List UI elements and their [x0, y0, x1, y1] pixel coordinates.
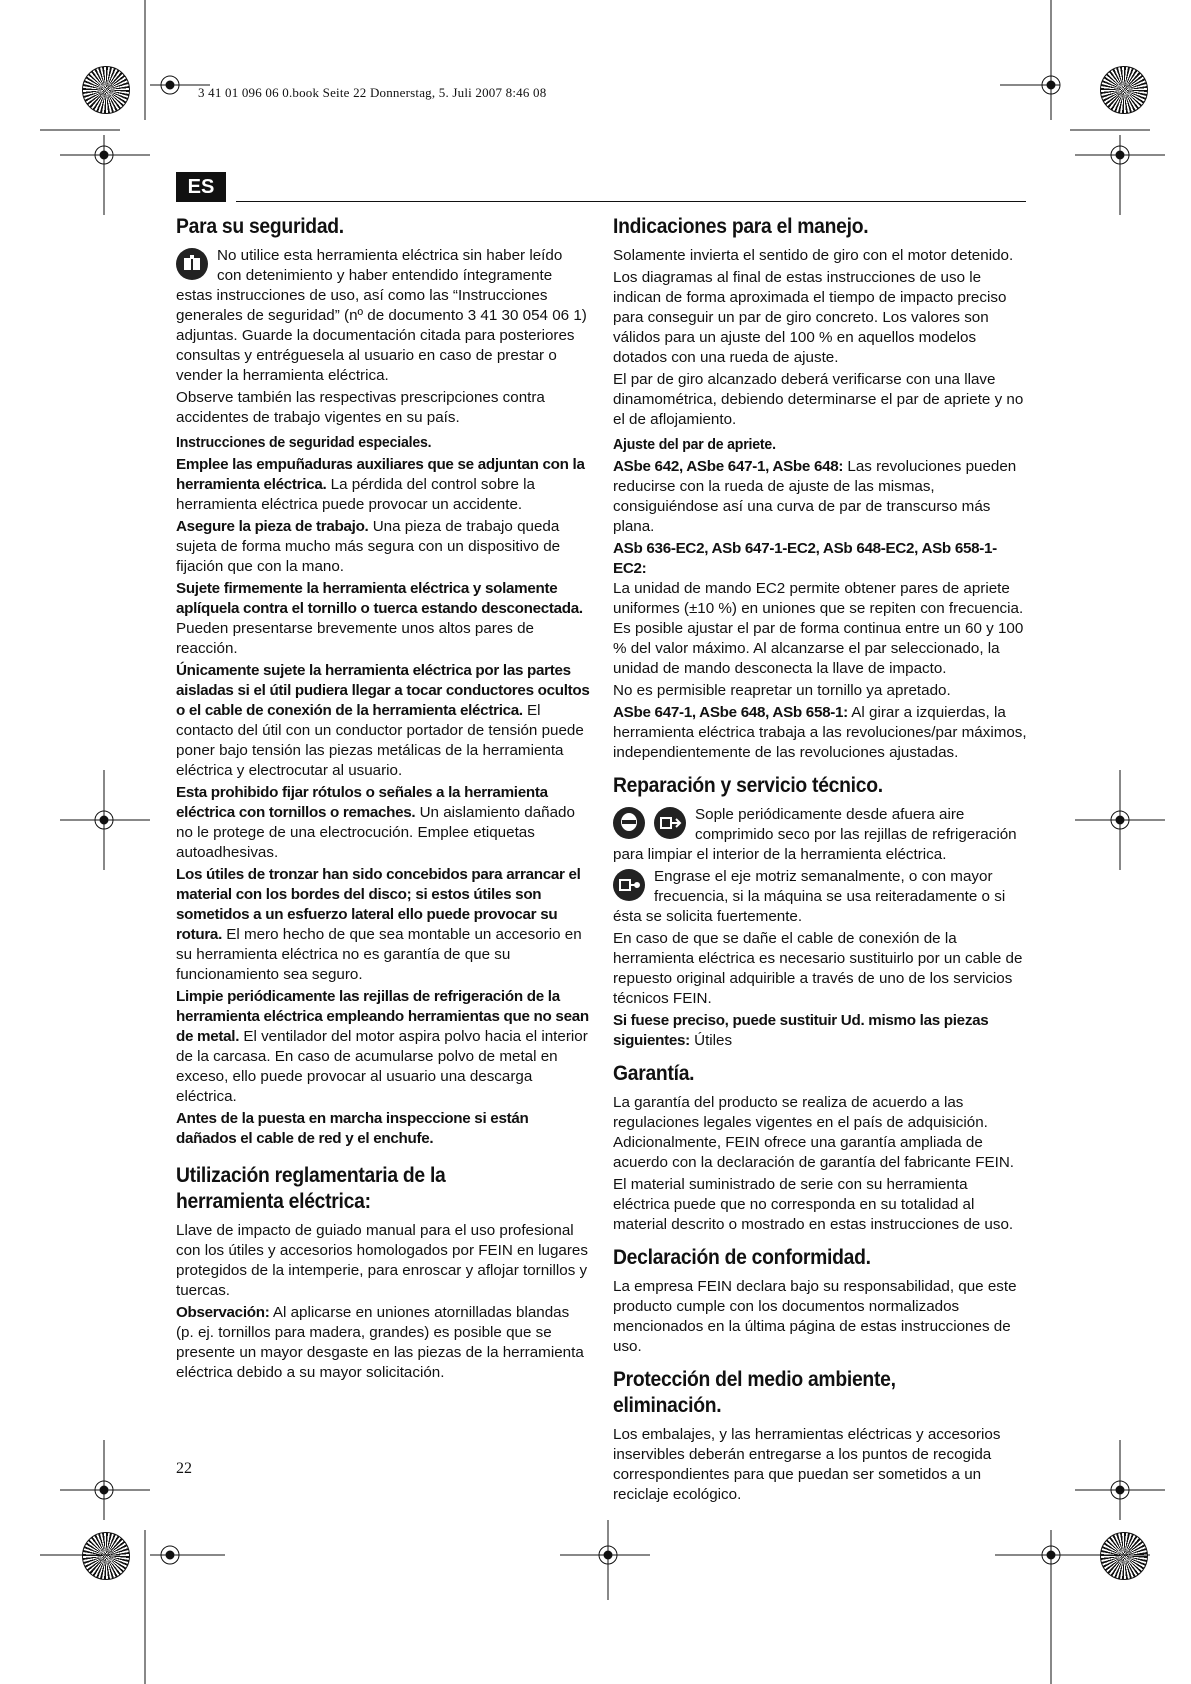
language-badge: ES [176, 172, 226, 202]
torque-item [613, 457, 1027, 537]
handling-text: Solamente invierta el sentido de giro con el motor detenido. [613, 247, 1014, 264]
environment-text: Los embalajes, y las herramientas eléctricas y accesorios inservibles deberán entregarse a los puntos de recogida correspondientes para que puedan ser sometidos a un reciclaje ecológico. [613, 1426, 1001, 1503]
eye-protection-icon [613, 807, 645, 839]
service-text: Sople periódicamente desde afuera aire comprimido seco por las rejillas de refrigeración para limpiar el interior de la herramienta eléctrica. [613, 806, 1017, 863]
header-rule [236, 201, 1026, 202]
safety-item-text: Una pieza de trabajo queda sujeta de forma mucho más segura con un dispositivo de fijación que con la mano. [176, 518, 561, 575]
page-number: 22 [176, 1460, 192, 1477]
service-text: En caso de que se dañe el cable de conexión de la herramienta eléctrica es necesario sustituirlo por un cable de repuesto original adquirible a través de uno de los servicios técnicos FEIN. [613, 930, 1023, 1007]
section-title-safety: Para su seguridad. [176, 215, 344, 238]
safety-item-text: El contacto del útil con un conductor portador de tensión puede poner bajo tensión las piezas metálicas de la herramienta eléctrica y electrocutar al usuario. [176, 702, 584, 779]
service-text: Engrase el eje motriz semanalmente, o con mayor frecuencia, si la máquina se usa reiteradamente o si ésta se solicita fuertemente. [613, 868, 1006, 925]
intro-text-2: Observe también las respectivas prescripciones contra accidentes de trabajo vigentes en su país. [176, 389, 545, 426]
safety-item [176, 783, 590, 863]
subtitle-torque: Ajuste del par de apriete. [613, 436, 776, 453]
safety-item-text: La pérdida del control sobre la herramienta eléctrica puede provocar un accidente. [176, 476, 535, 513]
handling-text: Los diagramas al final de estas instrucciones de uso le indican de forma aproximada el tiempo de impacto preciso para conseguir un par de giro concreto. Los valores son válidos para un ajuste del 100 % en aquellos modelos dotados con una rueda de ajuste. [613, 269, 1007, 366]
torque-text: Las revoluciones pueden reducirse con la rueda de ajuste de las mismas, consiguiéndose así una curva de par de transcurso más plana. [613, 458, 1017, 535]
handling-text: El par de giro alcanzado deberá verificarse con una llave dinamométrica, debiendo determinarse el par de apriete y no el de aflojamiento. [613, 371, 1024, 428]
service-grease [613, 867, 1027, 929]
left-column [176, 214, 590, 1385]
section-title-environment: Protección del medio ambiente, eliminación. [613, 1368, 896, 1417]
safety-item-text: Pueden presentarse brevemente unos altos pares de reacción. [176, 620, 534, 657]
safety-item [176, 1109, 590, 1149]
service-parts-text: Útiles [689, 1032, 733, 1049]
safety-item-bold: Asegure la pieza de trabajo. [176, 518, 369, 535]
section-title-conformity: Declaración de conformidad. [613, 1246, 871, 1269]
safety-item-text: El mero hecho de que sea montable un accesorio en su herramienta eléctrica no es garantía de que su funcionamiento sea seguro. [176, 926, 582, 983]
subtitle-special-safety: Instrucciones de seguridad especiales. [176, 434, 432, 451]
torque-text: La unidad de mando EC2 permite obtener pares de apriete uniformes (±10 %) en uniones que se repiten con frecuencia. Es posible ajustar el par de forma continua entre un 60 y 100 % del valor máximo. Al alcanzarse el par seleccionado, la unidad de mando desconecta la llave de impacto. [613, 580, 1024, 677]
torque-item [613, 703, 1027, 763]
torque-item [613, 539, 1027, 679]
safety-item [176, 865, 590, 985]
safety-item-bold: Antes de la puesta en marcha inspeccione si están dañados el cable de red y el enchufe. [176, 1110, 529, 1147]
safety-item [176, 579, 590, 659]
section-title-handling: Indicaciones para el manejo. [613, 215, 869, 238]
conformity-text: La empresa FEIN declara bajo su responsabilidad, que este producto cumple con los documentos normalizados mencionados en la última página de estas instrucciones de uso. [613, 1278, 1017, 1355]
torque-text: Al girar a izquierdas, la herramienta eléctrica trabaja a las revoluciones/par máximos, independientemente de las revoluciones ajustadas. [613, 704, 1027, 761]
model-list: ASbe 642, ASbe 647-1, ASbe 648: [613, 458, 844, 475]
safety-item-bold: Limpie periódicamente las rejillas de refrigeración de la herramienta eléctrica empleando herramientas que no sean de metal. [176, 988, 589, 1045]
section-title-warranty: Garantía. [613, 1062, 695, 1085]
safety-item [176, 661, 590, 781]
service-blow-out [613, 805, 1027, 867]
warranty-text: El material suministrado de serie con su herramienta eléctrica puede que no corresponda en su totalidad al material descrito o mostrado en estas instrucciones de uso. [613, 1176, 1014, 1233]
safety-item-text: El ventilador del motor aspira polvo hacia el interior de la carcasa. En caso de acumularse polvo de metal en exceso, ello puede provocar al usuario una descarga eléctrica. [176, 1028, 588, 1105]
section-title-service: Reparación y servicio técnico. [613, 774, 883, 797]
warranty-text: La garantía del producto se realiza de acuerdo a las regulaciones legales vigentes en el país de adquisición. Adicionalmente, FEIN ofrece una garantía ampliada de acuerdo con la declaración de garantía del fabricante FEIN. [613, 1094, 1015, 1171]
observation-label: Observación: [176, 1304, 270, 1321]
compressed-air-icon [654, 807, 686, 839]
intro-block [176, 246, 590, 386]
observation [176, 1303, 590, 1383]
safety-item-text: Un aislamiento dañado no le protege de una electrocución. Emplee etiquetas autoadhesivas. [176, 804, 575, 861]
model-list: ASb 636-EC2, ASb 647-1-EC2, ASb 648-EC2, ASb 658-1-EC2: [613, 540, 997, 577]
read-manual-icon [176, 248, 208, 280]
intro-text: No utilice esta herramienta eléctrica sin haber leído con detenimiento y haber entendido íntegramente estas instrucciones de uso, así como las “Instrucciones generales de seguridad” (nº de documento 3 41 30 054 06 1) adjuntas. Guarde la documentación citada para posteriores consultas y entréguesela al usuario en caso de prestar o vender la herramienta eléctrica. [176, 247, 587, 384]
model-list: ASbe 647-1, ASbe 648, ASb 658-1: [613, 704, 848, 721]
torque-note: No es permisible reapretar un tornillo ya apretado. [613, 682, 951, 699]
safety-item-bold: Esta prohibido fijar rótulos o señales a la herramienta eléctrica con tornillos o remaches. [176, 784, 548, 821]
section-title-intended-use: Utilización reglamentaria de la herramienta eléctrica: [176, 1164, 446, 1213]
print-header: 3 41 01 096 06 0.book Seite 22 Donnerstag, 5. Juli 2007 8:46 08 [198, 85, 547, 100]
service-parts-label: Si fuese preciso, puede sustituir Ud. mismo las piezas siguientes: [613, 1012, 989, 1049]
safety-item [176, 987, 590, 1107]
safety-item-bold: Sujete firmemente la herramienta eléctrica y solamente aplíquela contra el tornillo o tuerca estando desconectada. [176, 580, 583, 617]
intended-use-text: Llave de impacto de guiado manual para el uso profesional con los útiles y accesorios homologados por FEIN en lugares protegidos de la intemperie, para enroscar y aflojar tornillos y tuercas. [176, 1222, 588, 1299]
safety-item-bold: Únicamente sujete la herramienta eléctrica por las partes aisladas si el útil pudiera llegar a tocar conductores ocultos o el cable de conexión de la herramienta eléctrica. [176, 662, 590, 719]
safety-item-bold: Emplee las empuñaduras auxiliares que se adjuntan con la herramienta eléctrica. [176, 456, 585, 493]
right-column [613, 214, 1027, 1507]
grease-icon [613, 869, 645, 901]
observation-text: Al aplicarse en uniones atornilladas blandas (p. ej. tornillos para madera, grandes) es posible que se presente un mayor desgaste en las piezas de la herramienta eléctrica debido a su mayor solicitación. [176, 1304, 584, 1381]
safety-item [176, 455, 590, 515]
service-parts [613, 1011, 1027, 1051]
safety-item-bold: Los útiles de tronzar han sido concebidos para arrancar el material con los bordes del disco; si estos útiles son sometidos a un esfuerzo lateral ello puede provocar su rotura. [176, 866, 581, 943]
safety-item [176, 517, 590, 577]
